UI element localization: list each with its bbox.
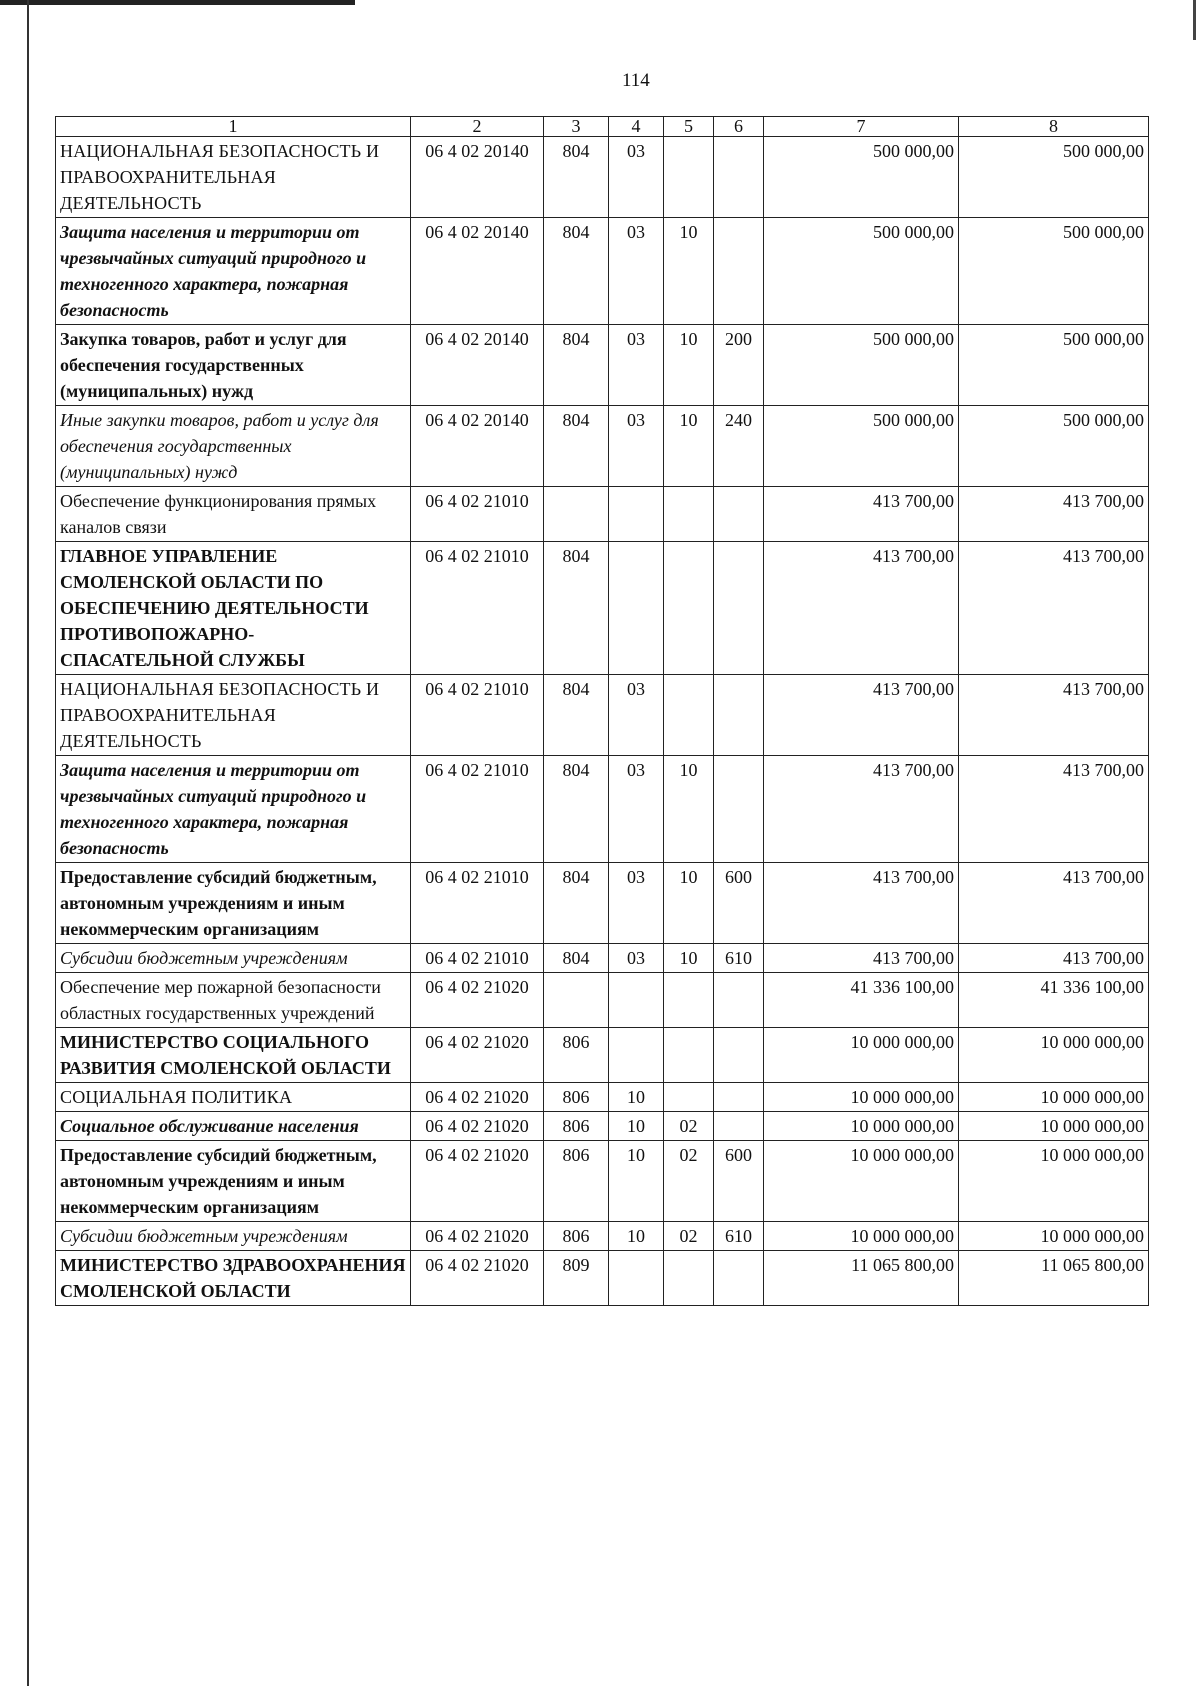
amount-cell: 413 700,00	[959, 944, 1149, 973]
header-cell: 7	[764, 117, 959, 137]
code-cell: 06 4 02 21010	[411, 542, 544, 675]
row-name-cell: Обеспечение функционирования прямых каналов связи	[56, 487, 411, 542]
section-cell: 03	[609, 406, 664, 487]
header-cell: 3	[544, 117, 609, 137]
subsection-cell	[664, 487, 714, 542]
expense-type-cell: 600	[714, 1141, 764, 1222]
header-cell: 1	[56, 117, 411, 137]
amount-cell: 10 000 000,00	[959, 1028, 1149, 1083]
section-cell	[609, 1251, 664, 1306]
expense-type-cell	[714, 1112, 764, 1141]
table-row	[56, 1112, 1149, 1141]
code-cell: 06 4 02 20140	[411, 218, 544, 325]
code-cell: 06 4 02 20140	[411, 325, 544, 406]
scan-edge-left	[27, 0, 29, 1686]
expense-type-cell	[714, 487, 764, 542]
amount-cell: 500 000,00	[959, 325, 1149, 406]
row-name-cell: Предоставление субсидий бюджетным, автономным учреждениям и иным некоммерческим организациям	[56, 1141, 411, 1222]
header-cell: 5	[664, 117, 714, 137]
amount-cell: 413 700,00	[764, 487, 959, 542]
budget-table	[55, 116, 1149, 1306]
subsection-cell: 10	[664, 406, 714, 487]
expense-type-cell	[714, 218, 764, 325]
section-cell: 03	[609, 675, 664, 756]
row-name-cell: Обеспечение мер пожарной безопасности областных государственных учреждений	[56, 973, 411, 1028]
amount-cell: 413 700,00	[764, 863, 959, 944]
code-cell: 06 4 02 20140	[411, 137, 544, 218]
amount-cell: 10 000 000,00	[959, 1141, 1149, 1222]
section-cell	[609, 487, 664, 542]
subsection-cell: 10	[664, 756, 714, 863]
page-number: 114	[622, 70, 650, 91]
table-row	[56, 756, 1149, 863]
expense-type-cell: 200	[714, 325, 764, 406]
expense-type-cell	[714, 1083, 764, 1112]
row-name-cell: СОЦИАЛЬНАЯ ПОЛИТИКА	[56, 1083, 411, 1112]
ministry-code-cell: 809	[544, 1251, 609, 1306]
subsection-cell: 10	[664, 944, 714, 973]
row-name-cell: Защита населения и территории от чрезвычайных ситуаций природного и техногенного характера, пожарная безопасность	[56, 218, 411, 325]
ministry-code-cell: 806	[544, 1028, 609, 1083]
ministry-code-cell: 804	[544, 944, 609, 973]
code-cell: 06 4 02 21020	[411, 973, 544, 1028]
amount-cell: 413 700,00	[959, 756, 1149, 863]
scan-edge-right	[1193, 0, 1196, 40]
subsection-cell	[664, 137, 714, 218]
section-cell	[609, 1028, 664, 1083]
row-name-cell: Субсидии бюджетным учреждениям	[56, 944, 411, 973]
table-row	[56, 1251, 1149, 1306]
table-row	[56, 1141, 1149, 1222]
table-row	[56, 675, 1149, 756]
amount-cell: 500 000,00	[764, 325, 959, 406]
table-row	[56, 944, 1149, 973]
section-cell	[609, 542, 664, 675]
expense-type-cell	[714, 1028, 764, 1083]
ministry-code-cell: 806	[544, 1222, 609, 1251]
amount-cell: 11 065 800,00	[959, 1251, 1149, 1306]
header-cell: 2	[411, 117, 544, 137]
table-row	[56, 1083, 1149, 1112]
subsection-cell: 02	[664, 1141, 714, 1222]
code-cell: 06 4 02 21010	[411, 675, 544, 756]
amount-cell: 11 065 800,00	[764, 1251, 959, 1306]
header-cell: 4	[609, 117, 664, 137]
header-cell: 8	[959, 117, 1149, 137]
code-cell: 06 4 02 21010	[411, 944, 544, 973]
section-cell: 10	[609, 1222, 664, 1251]
row-name-cell: ГЛАВНОЕ УПРАВЛЕНИЕ СМОЛЕНСКОЙ ОБЛАСТИ ПО ОБЕСПЕЧЕНИЮ ДЕЯТЕЛЬНОСТИ ПРОТИВОПОЖАРНО-СПАСАТЕЛЬНОЙ СЛУЖБЫ	[56, 542, 411, 675]
row-name-cell: МИНИСТЕРСТВО ЗДРАВООХРАНЕНИЯ СМОЛЕНСКОЙ ОБЛАСТИ	[56, 1251, 411, 1306]
amount-cell: 500 000,00	[764, 137, 959, 218]
scan-edge-top	[0, 0, 355, 5]
row-name-cell: Субсидии бюджетным учреждениям	[56, 1222, 411, 1251]
table-row	[56, 137, 1149, 218]
amount-cell: 10 000 000,00	[764, 1112, 959, 1141]
ministry-code-cell: 804	[544, 542, 609, 675]
subsection-cell: 10	[664, 863, 714, 944]
ministry-code-cell: 804	[544, 675, 609, 756]
row-name-cell: Иные закупки товаров, работ и услуг для обеспечения государственных (муниципальных) нужд	[56, 406, 411, 487]
amount-cell: 10 000 000,00	[764, 1222, 959, 1251]
amount-cell: 500 000,00	[959, 137, 1149, 218]
row-name-cell: Социальное обслуживание населения	[56, 1112, 411, 1141]
expense-type-cell	[714, 1251, 764, 1306]
row-name-cell: Предоставление субсидий бюджетным, автономным учреждениям и иным некоммерческим организациям	[56, 863, 411, 944]
subsection-cell	[664, 973, 714, 1028]
amount-cell: 10 000 000,00	[959, 1222, 1149, 1251]
row-name-cell: НАЦИОНАЛЬНАЯ БЕЗОПАСНОСТЬ И ПРАВООХРАНИТЕЛЬНАЯ ДЕЯТЕЛЬНОСТЬ	[56, 675, 411, 756]
expense-type-cell: 610	[714, 1222, 764, 1251]
row-name-cell: МИНИСТЕРСТВО СОЦИАЛЬНОГО РАЗВИТИЯ СМОЛЕНСКОЙ ОБЛАСТИ	[56, 1028, 411, 1083]
subsection-cell	[664, 1028, 714, 1083]
expense-type-cell	[714, 973, 764, 1028]
code-cell: 06 4 02 21020	[411, 1141, 544, 1222]
ministry-code-cell: 806	[544, 1141, 609, 1222]
section-cell: 10	[609, 1141, 664, 1222]
amount-cell: 41 336 100,00	[764, 973, 959, 1028]
code-cell: 06 4 02 20140	[411, 406, 544, 487]
amount-cell: 500 000,00	[959, 218, 1149, 325]
table-row	[56, 973, 1149, 1028]
table-row	[56, 487, 1149, 542]
table-row	[56, 863, 1149, 944]
subsection-cell: 10	[664, 218, 714, 325]
amount-cell: 10 000 000,00	[959, 1083, 1149, 1112]
amount-cell: 10 000 000,00	[764, 1028, 959, 1083]
section-cell: 03	[609, 863, 664, 944]
section-cell	[609, 973, 664, 1028]
ministry-code-cell: 804	[544, 756, 609, 863]
amount-cell: 413 700,00	[959, 863, 1149, 944]
section-cell: 10	[609, 1112, 664, 1141]
subsection-cell	[664, 542, 714, 675]
table-row	[56, 542, 1149, 675]
expense-type-cell: 240	[714, 406, 764, 487]
table-row	[56, 218, 1149, 325]
section-cell: 10	[609, 1083, 664, 1112]
section-cell: 03	[609, 756, 664, 863]
amount-cell: 413 700,00	[764, 675, 959, 756]
amount-cell: 413 700,00	[959, 487, 1149, 542]
amount-cell: 10 000 000,00	[764, 1141, 959, 1222]
amount-cell: 413 700,00	[764, 756, 959, 863]
amount-cell: 500 000,00	[764, 218, 959, 325]
amount-cell: 500 000,00	[959, 406, 1149, 487]
amount-cell: 10 000 000,00	[764, 1083, 959, 1112]
expense-type-cell	[714, 542, 764, 675]
code-cell: 06 4 02 21010	[411, 863, 544, 944]
ministry-code-cell: 804	[544, 406, 609, 487]
amount-cell: 413 700,00	[959, 675, 1149, 756]
ministry-code-cell	[544, 487, 609, 542]
expense-type-cell: 600	[714, 863, 764, 944]
ministry-code-cell: 804	[544, 137, 609, 218]
table-row	[56, 406, 1149, 487]
row-name-cell: НАЦИОНАЛЬНАЯ БЕЗОПАСНОСТЬ И ПРАВООХРАНИТЕЛЬНАЯ ДЕЯТЕЛЬНОСТЬ	[56, 137, 411, 218]
amount-cell: 41 336 100,00	[959, 973, 1149, 1028]
code-cell: 06 4 02 21010	[411, 487, 544, 542]
section-cell: 03	[609, 137, 664, 218]
amount-cell: 413 700,00	[764, 944, 959, 973]
code-cell: 06 4 02 21020	[411, 1222, 544, 1251]
header-cell: 6	[714, 117, 764, 137]
subsection-cell	[664, 1083, 714, 1112]
ministry-code-cell: 806	[544, 1112, 609, 1141]
subsection-cell	[664, 1251, 714, 1306]
row-name-cell: Защита населения и территории от чрезвычайных ситуаций природного и техногенного характера, пожарная безопасность	[56, 756, 411, 863]
amount-cell: 413 700,00	[959, 542, 1149, 675]
code-cell: 06 4 02 21020	[411, 1083, 544, 1112]
amount-cell: 500 000,00	[764, 406, 959, 487]
ministry-code-cell: 806	[544, 1083, 609, 1112]
table-row	[56, 1222, 1149, 1251]
amount-cell: 10 000 000,00	[959, 1112, 1149, 1141]
ministry-code-cell: 804	[544, 218, 609, 325]
expense-type-cell: 610	[714, 944, 764, 973]
code-cell: 06 4 02 21010	[411, 756, 544, 863]
expense-type-cell	[714, 756, 764, 863]
code-cell: 06 4 02 21020	[411, 1112, 544, 1141]
subsection-cell: 10	[664, 325, 714, 406]
subsection-cell: 02	[664, 1222, 714, 1251]
section-cell: 03	[609, 218, 664, 325]
ministry-code-cell	[544, 973, 609, 1028]
row-name-cell: Закупка товаров, работ и услуг для обеспечения государственных (муниципальных) нужд	[56, 325, 411, 406]
subsection-cell	[664, 675, 714, 756]
ministry-code-cell: 804	[544, 863, 609, 944]
section-cell: 03	[609, 325, 664, 406]
amount-cell: 413 700,00	[764, 542, 959, 675]
expense-type-cell	[714, 137, 764, 218]
table-row	[56, 1028, 1149, 1083]
expense-type-cell	[714, 675, 764, 756]
table-header-row	[56, 117, 1149, 137]
code-cell: 06 4 02 21020	[411, 1251, 544, 1306]
table-row	[56, 325, 1149, 406]
code-cell: 06 4 02 21020	[411, 1028, 544, 1083]
ministry-code-cell: 804	[544, 325, 609, 406]
section-cell: 03	[609, 944, 664, 973]
subsection-cell: 02	[664, 1112, 714, 1141]
